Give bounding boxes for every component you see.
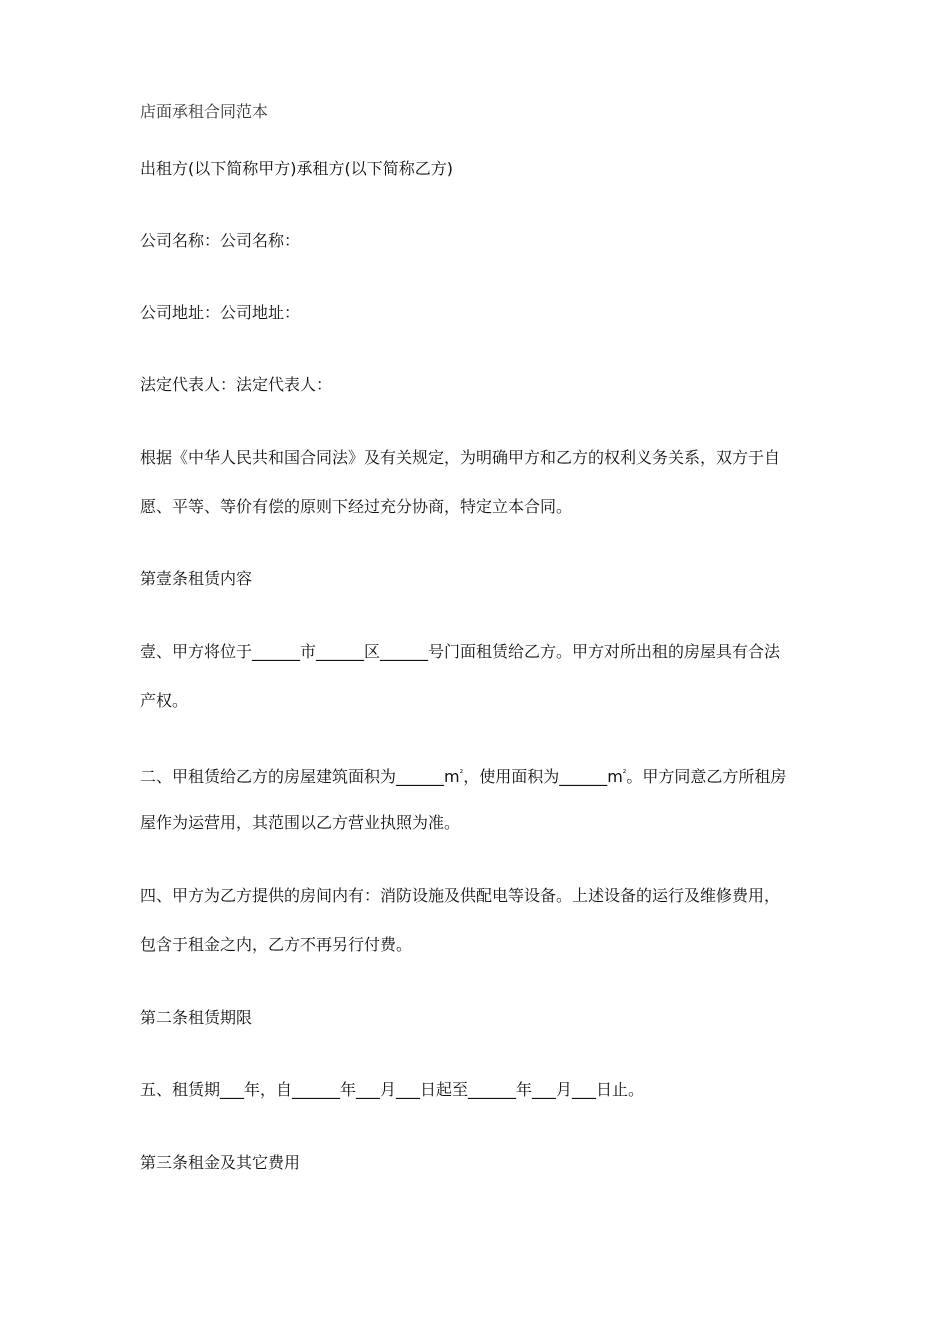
article-1-heading: 第壹条租赁内容 xyxy=(140,569,253,588)
document-title: 店面承租合同范本 xyxy=(140,102,269,121)
item-2-text-a: 二、甲租赁给乙方的房屋建筑面积为______m xyxy=(140,767,460,786)
article-2-heading: 第二条租赁期限 xyxy=(140,1008,253,1027)
preamble-line-2: 愿、平等、等价有偿的原则下经过充分协商，特定立本合同。 xyxy=(140,497,573,516)
item-2-text-c: 。甲方同意乙方所租房 xyxy=(626,767,787,786)
item-2-line-1 xyxy=(140,763,786,788)
item-2-text-b: ，使用面积为______m xyxy=(463,767,623,786)
legal-rep-line: 法定代表人：法定代表人： xyxy=(140,375,333,394)
item-4-line-1: 四、甲方为乙方提供的房间内有：消防设施及供配电等设备。上述设备的运行及维修费用， xyxy=(140,886,781,905)
item-1-line-1: 壹、甲方将位于______市______区______号门面租赁给乙方。甲方对所出租的房屋具有合法 xyxy=(140,642,781,661)
company-address-line: 公司地址：公司地址： xyxy=(140,303,301,322)
item-1-line-2: 产权。 xyxy=(140,691,189,710)
item-2-line-2: 屋作为运营用，其范围以乙方营业执照为准。 xyxy=(140,813,461,832)
document-page xyxy=(140,0,820,1344)
parties-line: 出租方(以下简称甲方)承租方(以下简称乙方) xyxy=(140,159,453,178)
square-meter-superscript: ² xyxy=(459,769,464,779)
item-5-line: 五、租赁期___年，自______年___月___日起至______年___月___日止。 xyxy=(140,1080,645,1099)
item-4-line-2: 包含于租金之内，乙方不再另行付费。 xyxy=(140,935,413,954)
preamble-line-1: 根据《中华人民共和国合同法》及有关规定，为明确甲方和乙方的权利义务关系，双方于自 xyxy=(140,448,781,467)
square-meter-superscript: ² xyxy=(622,769,627,779)
company-name-line: 公司名称：公司名称： xyxy=(140,231,301,250)
article-3-heading: 第三条租金及其它费用 xyxy=(140,1153,301,1172)
